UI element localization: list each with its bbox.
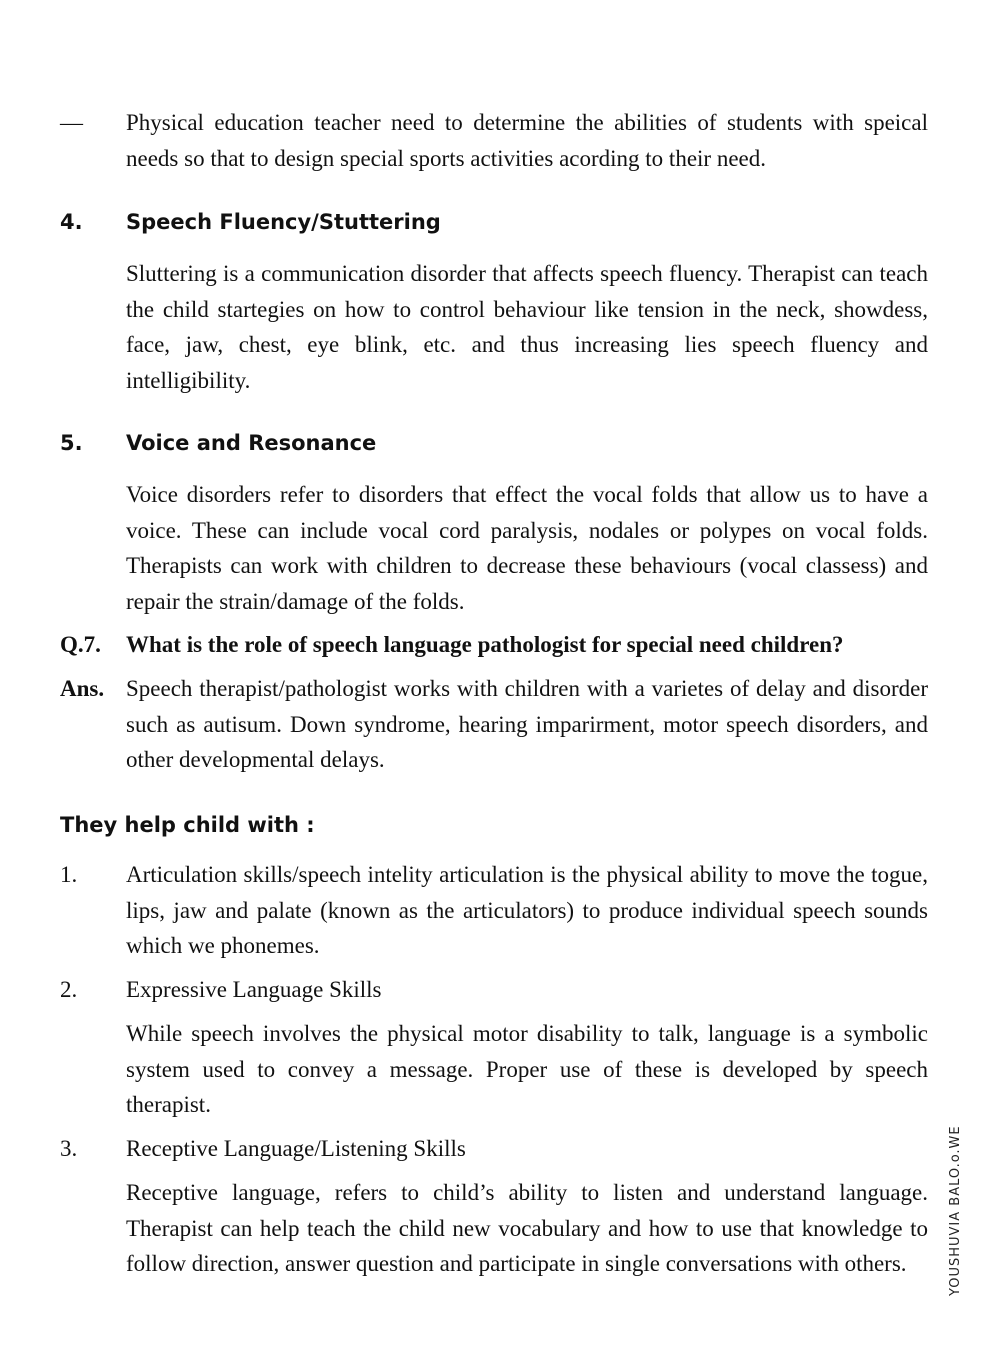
list-item-2-text: Expressive Language Skills bbox=[126, 977, 382, 1002]
answer-7-label: Ans. bbox=[60, 676, 105, 701]
list-item-1-number: 1. bbox=[60, 862, 78, 887]
question-7-text: What is the role of speech language pathologist for special need children? bbox=[126, 632, 844, 657]
list-item-2-number: 2. bbox=[60, 977, 78, 1002]
list-item-1-text: Articulation skills/speech intelity articulation is the physical ability to move the togue, lips, jaw and palate (known as the articulators) to produce individual speech sounds which we phonemes. bbox=[126, 862, 928, 958]
side-stamp: YOUSHUVIA BALO.o.WE bbox=[948, 1125, 963, 1296]
section-5-title: Voice and Resonance bbox=[126, 431, 377, 455]
list-item-2-detail: While speech involves the physical motor disability to talk, language is a symbolic system used to convey a message. Proper use of these is developed by speech therapist. bbox=[126, 1021, 928, 1117]
section-4-number: 4. bbox=[60, 210, 83, 234]
dash-bullet-text: Physical education teacher need to determine the abilities of students with speical needs so that to design special sports activities acording to their need. bbox=[126, 110, 928, 171]
question-7-label: Q.7. bbox=[60, 632, 101, 657]
subheading: They help child with : bbox=[60, 813, 315, 837]
section-5-paragraph: Voice disorders refer to disorders that effect the vocal folds that allow us to have a voice. These can include vocal cord paralysis, nodales or polypes on vocal folds. Therapists can work with children to decrease these behaviours (vocal classess) and repair the strain/damage of the folds. bbox=[126, 482, 928, 614]
answer-7-text: Speech therapist/pathologist works with children with a varietes of delay and disorder such as autisum. Down syndrome, hearing imparirment, motor speech disorders, and other developmental delays. bbox=[126, 676, 928, 772]
list-item-3-detail: Receptive language, refers to child’s ability to listen and understand language. Therapist can help teach the child new vocabulary and how to use that knowledge to follow direction, answer question and participate in single conversations with others. bbox=[126, 1180, 928, 1276]
list-item-3-number: 3. bbox=[60, 1136, 78, 1161]
section-4-title: Speech Fluency/Stuttering bbox=[126, 210, 441, 234]
list-item-3-text: Receptive Language/Listening Skills bbox=[126, 1136, 466, 1161]
section-4-paragraph: Sluttering is a communication disorder that affects speech fluency. Therapist can teach the child startegies on how to control behaviour like tension in the neck, showdess, face, jaw, chest, eye blink, etc. and thus increasing lies speech fluency and intelligibility. bbox=[126, 261, 928, 393]
section-5-number: 5. bbox=[60, 431, 83, 455]
dash-marker: — bbox=[60, 110, 83, 135]
